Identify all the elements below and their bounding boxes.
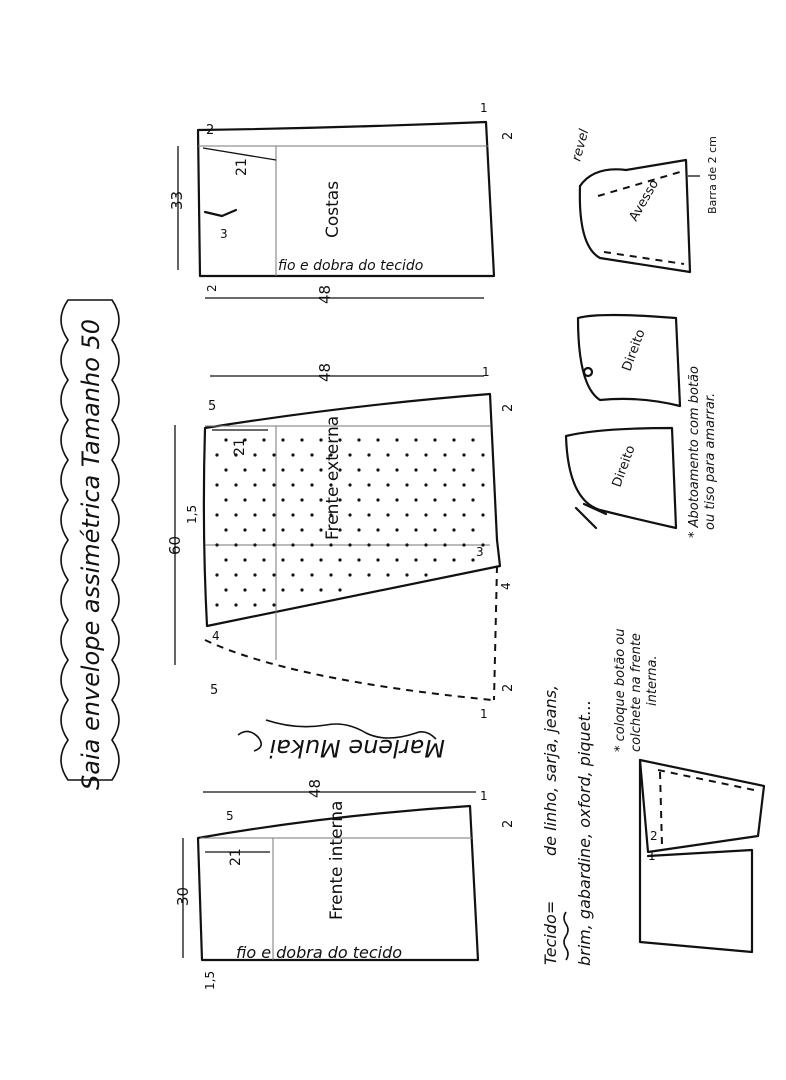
frente-externa-piece [166,363,516,721]
fabric-dot [414,438,417,441]
fabric-dot [357,528,360,531]
fabric-dot [471,558,474,561]
fabric-dot [262,528,265,531]
fabric-dot [281,468,284,471]
fabric-dot [443,513,446,516]
fabric-dot [291,453,294,456]
costas-width-label: 48 [316,284,334,304]
page-title: Saia envelope assimétrica Tamanho 50 [77,318,105,790]
inner-button-note-1: * coloque botão ou [613,628,628,752]
fabric-dot [300,528,303,531]
fabric-dot [452,558,455,561]
frente-externa-waist-side-mark: 1,5 [185,504,199,524]
frente-interna-hip-label: 21 [228,848,244,866]
fabric-dot [481,513,484,516]
inner-button-note-2: colchete na frente [629,633,644,752]
fabric-dot [376,558,379,561]
costas-piece [168,101,516,304]
costas-top-left-offset: 2 [206,123,215,138]
fabric-dot [395,498,398,501]
fabric-dot [300,588,303,591]
fabric-dot [462,543,465,546]
fabric-dot [243,498,246,501]
frente-interna-bottom-left-offset: 1,5 [203,970,217,990]
waistband-barra: Barra de 2 cm [706,136,719,214]
fabric-dot [310,513,313,516]
fabric-dot [281,498,284,501]
fabric-dot [348,453,351,456]
fabric-dot [224,588,227,591]
fabric-dot [300,438,303,441]
fabric-dot [338,558,341,561]
fabric-dot [310,453,313,456]
fabric-dot [272,483,275,486]
fabric-dot [424,573,427,576]
fabric-dot [215,603,218,606]
inner-button-note-3: interna. [645,655,660,706]
fabric-dot [272,513,275,516]
fabric-dot [471,498,474,501]
fabric-dot [481,483,484,486]
fabric-dot [224,528,227,531]
inner-button-front-panel [640,760,752,952]
frente-externa-hip-label: 21 [232,438,248,456]
costas-outline [198,122,494,276]
fabric-dot [272,543,275,546]
fabric-dot [424,483,427,486]
fabric-line-1: de linho, sarja, jeans, [541,684,560,856]
fabric-dot [215,483,218,486]
frente-interna-piece [174,779,516,990]
frente-externa-hem-curve [205,640,492,700]
waistband-detail [569,127,719,272]
frente-interna-name: Frente interna [327,800,347,920]
fabric-dot [329,543,332,546]
fabric-dot [405,453,408,456]
fabric-dot [281,558,284,561]
fabric-dot [348,483,351,486]
fabric-dot [348,513,351,516]
frente-interna-fold-note: fio e dobra do tecido [236,943,403,962]
fabric-dot [367,573,370,576]
fabric-dot [376,498,379,501]
fabric-dot [253,513,256,516]
frente-interna-top-left-offset: 5 [226,809,234,823]
fabric-dot [452,528,455,531]
fabric-dot [253,453,256,456]
fabric-dot [386,573,389,576]
fabric-dot [291,573,294,576]
signature: Marlene Mukai [269,734,445,762]
fabric-dot [367,543,370,546]
frente-externa-bottom-left-offset: 5 [210,683,219,698]
fabric-dot [357,468,360,471]
fabric-dot [253,573,256,576]
fastening-direito-2: Direito [609,443,639,490]
frente-externa-bottom-left-notch: 4 [212,629,220,643]
fabric-dot [310,573,313,576]
frente-externa-top-right-offset: 1 [482,365,490,379]
fabric-dot [433,528,436,531]
fabric-dot [414,558,417,561]
fabric-dot [253,543,256,546]
frente-externa-height-label: 60 [166,535,184,555]
inner-button-mark-1: 1 [648,849,656,863]
fabric-dot [262,438,265,441]
frente-externa-side-drop: 4 [499,582,513,590]
costas-height-label: 33 [168,190,186,210]
fabric-dot [405,543,408,546]
fabric-label-underline [564,912,568,960]
fabric-dot [215,573,218,576]
fabric-dot [376,528,379,531]
fabric-label: Tecido= [541,900,560,965]
fabric-dot [348,573,351,576]
fabric-dot [281,528,284,531]
fabric-dot [405,573,408,576]
fabric-dot [234,483,237,486]
fabric-dot [281,438,284,441]
fabric-dot [243,468,246,471]
fabric-dot [224,498,227,501]
costas-top-right-offset: 1 [480,101,488,115]
fabric-dot [452,498,455,501]
fabric-dot [348,543,351,546]
fabric-dot [386,453,389,456]
inner-button-mark-2: 2 [650,829,658,843]
fabric-dot [300,498,303,501]
fabric-dot [291,513,294,516]
fabric-dot [386,483,389,486]
fabric-dot [234,513,237,516]
fabric-dot [272,573,275,576]
fabric-dot [395,438,398,441]
fabric-dot [224,468,227,471]
fabric-dot [262,498,265,501]
fastening-button-icon [584,368,592,376]
fabric-dot [234,603,237,606]
frente-externa-bottom-right-offset: 1 [480,707,488,721]
fabric-dot [215,453,218,456]
costas-top-right-rise: 2 [501,131,516,140]
fabric-dot [462,453,465,456]
fabric-dot [433,468,436,471]
fabric-dot [462,513,465,516]
fabric-dot [300,468,303,471]
costas-name: Costas [323,180,343,238]
signature-block [238,720,445,762]
fabric-dot [262,588,265,591]
fabric-dot [443,543,446,546]
fastening-note-2: ou tiso para amarrar. [703,392,718,530]
fabric-dot [300,558,303,561]
frente-externa-width-label: 48 [316,362,334,382]
fabric-dot [310,483,313,486]
frente-externa-fabric-dots [215,438,484,606]
fabric-dot [215,543,218,546]
frente-externa-name: Frente externa [323,415,343,540]
fabric-dot [424,513,427,516]
fabric-dot [253,483,256,486]
fastening-direito-1: Direito [619,327,649,374]
fabric-dot [376,438,379,441]
fabric-dot [471,468,474,471]
fabric-dot [357,498,360,501]
fabric-dot [319,558,322,561]
fabric-dot [329,573,332,576]
frente-interna-top-right-rise: 2 [501,819,516,828]
fabric-dot [262,558,265,561]
fabric-line-2: brim, gabardine, oxford, piquet... [575,699,594,966]
fabric-dot [481,453,484,456]
fabric-dot [291,543,294,546]
fabric-dot [414,498,417,501]
costas-dart [205,210,236,216]
fabric-dot [395,468,398,471]
fabric-dot [462,483,465,486]
fabric-dot [386,513,389,516]
fabric-dot [224,558,227,561]
fabric-dot [291,483,294,486]
fabric-dot [243,528,246,531]
fabric-dot [395,528,398,531]
fabric-dot [367,483,370,486]
costas-bottom-left-offset: 2 [205,284,219,292]
fabric-dot [262,468,265,471]
fabric-dot [243,588,246,591]
frente-externa-side-notch: 3 [476,545,484,559]
frente-interna-top-right-offset: 1 [480,789,488,803]
fabric-dot [367,513,370,516]
fabric-dot [319,588,322,591]
fabric-dot [452,468,455,471]
fastening-note-1: * Abotoamento com botão [687,366,702,538]
inner-button-detail [613,629,764,952]
fabric-dot [395,558,398,561]
fabric-dot [433,438,436,441]
fabric-dot [272,453,275,456]
fabric-dot [471,528,474,531]
fabric-dot [433,558,436,561]
waistband-revel: revel [569,127,593,164]
fabric-dot [224,438,227,441]
fabric-dot [243,558,246,561]
fabric-dot [367,453,370,456]
fabric-dot [443,453,446,456]
fabric-dot [414,528,417,531]
frente-externa-top-right-rise: 2 [501,403,516,412]
fabric-dot [414,468,417,471]
costas-fold-note: fio e dobra do tecido [278,258,424,274]
fabric-dot [452,438,455,441]
fabric-dot [310,543,313,546]
fabric-dot [443,483,446,486]
fabric-dot [471,438,474,441]
fabric-dot [338,588,341,591]
fastening-detail [566,315,718,538]
costas-hip-label: 21 [234,158,250,176]
waistband-avesso: Avesso [626,177,663,224]
frente-externa-side-dashed [494,566,497,700]
fabric-dot [386,543,389,546]
fabric-dot [215,513,218,516]
fabric-dot [281,588,284,591]
fabric-dot [405,483,408,486]
fabric-dot [424,543,427,546]
frente-interna-width-label: 48 [306,778,324,798]
fabric-dot [253,603,256,606]
frente-externa-outline [204,394,500,626]
fabric-dot [234,573,237,576]
fabric-dot [357,558,360,561]
fabric-dot [357,438,360,441]
fabric-dot [433,498,436,501]
frente-externa-bottom-right-rise: 2 [501,683,516,692]
fabric-dot [405,513,408,516]
costas-dart-width: 3 [220,227,228,241]
fabric-dot [234,543,237,546]
title-block [61,300,119,790]
fastening-tie-icon [576,504,606,528]
fabric-dot [376,468,379,471]
frente-externa-top-left-offset: 5 [208,399,217,414]
inner-button-back-panel [640,760,764,852]
fabric-note [541,685,594,966]
fabric-dot [424,453,427,456]
fabric-dot [272,603,275,606]
frente-interna-height-label: 30 [174,886,192,906]
